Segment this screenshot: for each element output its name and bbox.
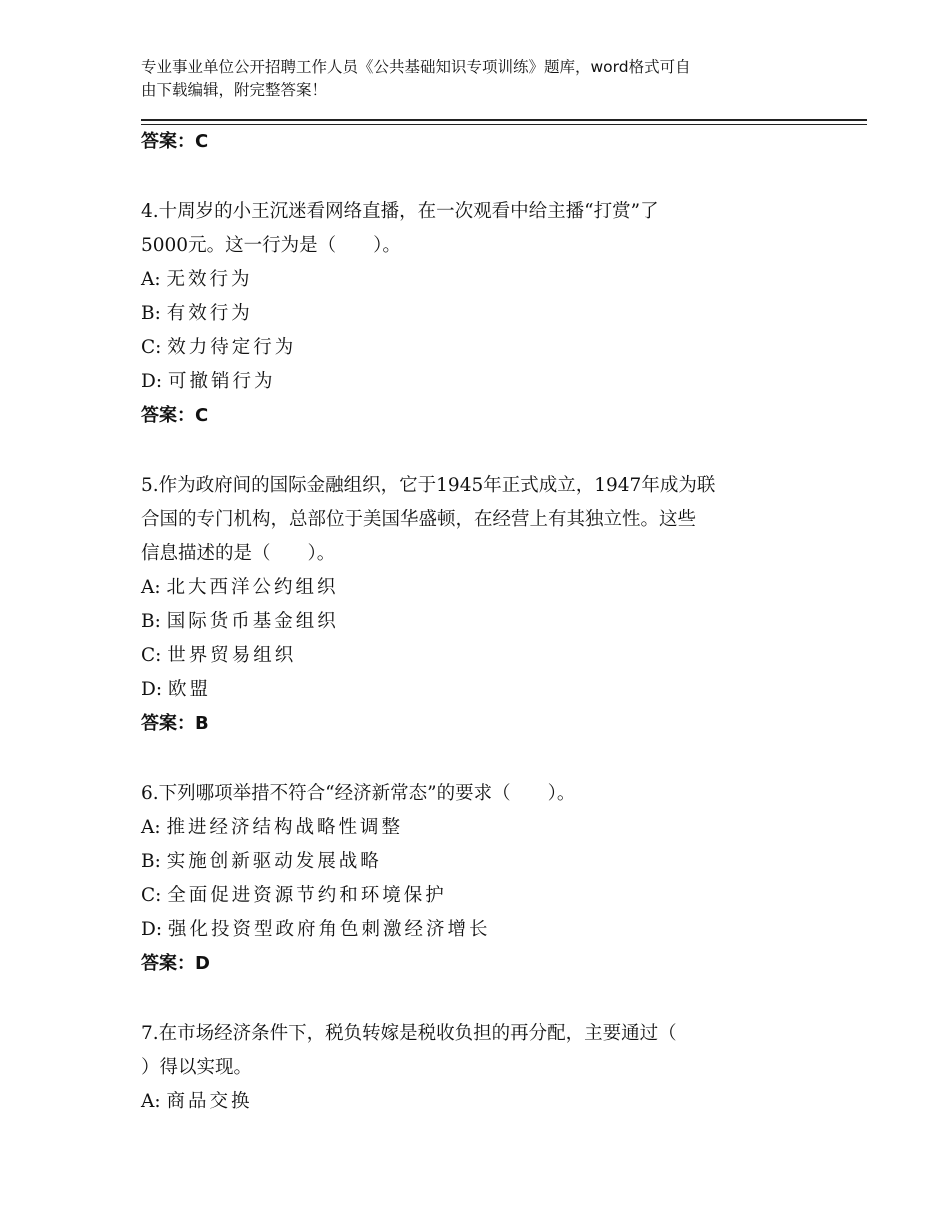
option-c xyxy=(141,879,821,913)
answer-line xyxy=(141,399,821,433)
document-header xyxy=(141,56,811,102)
question-block xyxy=(141,1017,821,1119)
question-block xyxy=(141,195,821,433)
answer-prefix: 答案： xyxy=(141,713,195,734)
option-text: 全面促进资源节约和环境保护 xyxy=(167,885,447,906)
option-d xyxy=(141,913,821,947)
option-b xyxy=(141,297,821,331)
option-text: 国际货币基金组织 xyxy=(166,611,339,632)
option-letter: B: xyxy=(141,851,161,872)
option-b xyxy=(141,845,821,879)
option-letter: A: xyxy=(141,269,161,290)
option-text: 商品交换 xyxy=(166,1091,253,1112)
question-block xyxy=(141,777,821,981)
option-c xyxy=(141,331,821,365)
option-text: 实施创新驱动发展战略 xyxy=(166,851,382,872)
option-a xyxy=(141,811,821,845)
option-b xyxy=(141,605,821,639)
option-d xyxy=(141,365,821,399)
question-line: 5.作为政府间的国际金融组织，它于1945年正式成立，1947年成为联 xyxy=(141,475,716,496)
answer-line xyxy=(141,707,821,741)
answer-value: C xyxy=(195,405,209,426)
option-letter: B: xyxy=(141,611,161,632)
option-letter: C: xyxy=(141,885,162,906)
question-line: 7.在市场经济条件下，税负转嫁是税收负担的再分配，主要通过（ xyxy=(141,1023,677,1044)
option-a xyxy=(141,263,821,297)
option-text: 无效行为 xyxy=(166,269,253,290)
question-line: 4.十周岁的小王沉迷看网络直播，在一次观看中给主播“打赏”了 xyxy=(141,201,659,222)
option-letter: C: xyxy=(141,337,162,358)
option-text: 可撤销行为 xyxy=(167,371,276,392)
option-letter: D: xyxy=(141,679,163,700)
option-text: 世界贸易组织 xyxy=(167,645,297,666)
option-text: 强化投资型政府角色刺激经济增长 xyxy=(167,919,491,940)
question-block xyxy=(141,469,821,741)
option-letter: D: xyxy=(141,371,163,392)
question-line: 5000元。这一行为是（ ）。 xyxy=(141,235,401,256)
option-letter: D: xyxy=(141,919,163,940)
question-line: ）得以实现。 xyxy=(141,1057,253,1078)
option-a xyxy=(141,1085,821,1119)
answer-line xyxy=(141,947,821,981)
option-letter: A: xyxy=(141,1091,161,1112)
option-text: 北大西洋公约组织 xyxy=(166,577,339,598)
answer-value: D xyxy=(195,953,210,974)
question-line: 合国的专门机构，总部位于美国华盛顿，在经营上有其独立性。这些 xyxy=(141,509,697,530)
header-rule-thick xyxy=(141,119,867,121)
header-line: 由下载编辑，附完整答案！ xyxy=(141,81,328,99)
answer-value: B xyxy=(195,713,209,734)
answer-value: C xyxy=(195,131,209,152)
option-d xyxy=(141,673,821,707)
option-a xyxy=(141,571,821,605)
option-letter: A: xyxy=(141,817,161,838)
option-text: 推进经济结构战略性调整 xyxy=(166,817,403,838)
answer-prefix: 答案： xyxy=(141,131,195,152)
question-line: 6.下列哪项举措不符合“经济新常态”的要求（ ）。 xyxy=(141,783,576,804)
option-text: 效力待定行为 xyxy=(167,337,297,358)
option-letter: A: xyxy=(141,577,161,598)
option-text: 欧盟 xyxy=(167,679,211,700)
option-text: 有效行为 xyxy=(166,303,253,324)
answer-line xyxy=(141,125,821,159)
question-line: 信息描述的是（ ）。 xyxy=(141,543,336,564)
answer-prefix: 答案： xyxy=(141,405,195,426)
answer-prefix: 答案： xyxy=(141,953,195,974)
option-letter: C: xyxy=(141,645,162,666)
question-list xyxy=(141,125,821,1119)
option-letter: B: xyxy=(141,303,161,324)
header-line: 专业事业单位公开招聘工作人员《公共基础知识专项训练》题库，word格式可自 xyxy=(141,58,691,76)
option-c xyxy=(141,639,821,673)
